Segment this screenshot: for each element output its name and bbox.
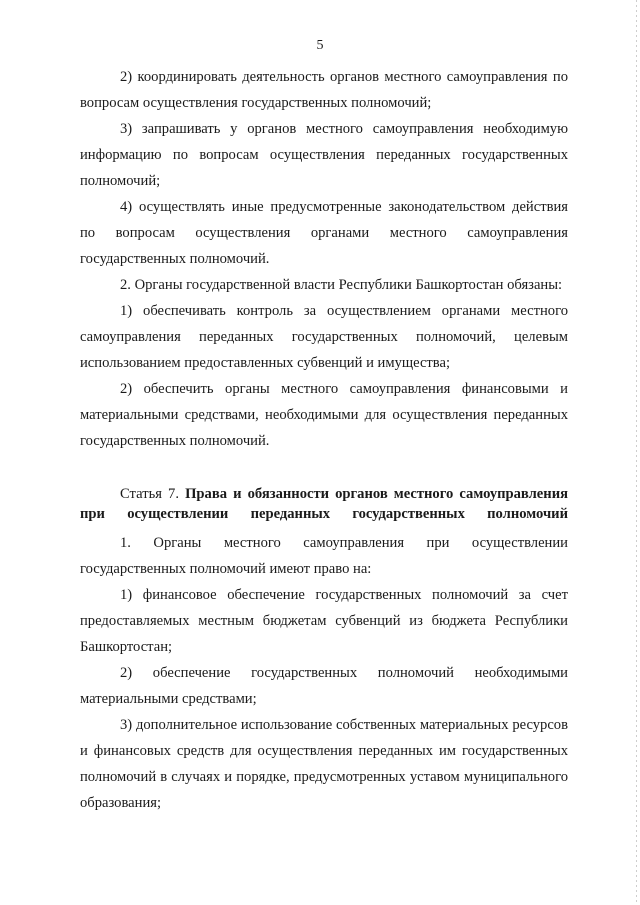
paragraph: 2) обеспечение государственных полномочий необходимыми материальными средствами; (80, 665, 568, 707)
paragraph: 4) осуществлять иные предусмотренные законодательством действия по вопросам осуществления органами местного самоуправления государственных полномочий. (80, 199, 568, 267)
paragraph: 1) финансовое обеспечение государственных полномочий за счет предоставляемых местным бюджетам субвенций из бюджета Республики Башкортостан; (80, 587, 568, 655)
paragraph: 3) запрашивать у органов местного самоуправления необходимую информацию по вопросам осуществления переданных государственных полномочий; (80, 121, 568, 189)
paragraph: 1) обеспечивать контроль за осуществлением органами местного самоуправления переданных государственных полномочий, целевым использованием предоставленных субвенций и имущества; (80, 303, 568, 371)
paragraph: 2. Органы государственной власти Республики Башкортостан обязаны: (120, 277, 563, 293)
article-prefix: Статья 7. (120, 486, 179, 502)
paragraph: 3) дополнительное использование собственных материальных ресурсов и финансовых средств для осуществления переданных им государственных полномочий в случаях и порядке, предусмотренных уставом муниципального образования; (80, 717, 568, 811)
article-title: Права и обязанности органов местного самоуправления при осуществлении переданных государственных полномочий (80, 486, 568, 522)
article-heading (80, 484, 568, 524)
scan-edge (636, 0, 637, 905)
page-number: 5 (316, 38, 324, 53)
paragraph: 1. Органы местного самоуправления при осуществлении государственных полномочий имеют право на: (80, 535, 568, 577)
paragraph: 2) обеспечить органы местного самоуправления финансовыми и материальными средствами, необходимыми для осуществления переданных государственных полномочий. (80, 381, 568, 449)
document-body (80, 64, 568, 816)
paragraph: 2) координировать деятельность органов местного самоуправления по вопросам осуществления государственных полномочий; (80, 69, 568, 111)
